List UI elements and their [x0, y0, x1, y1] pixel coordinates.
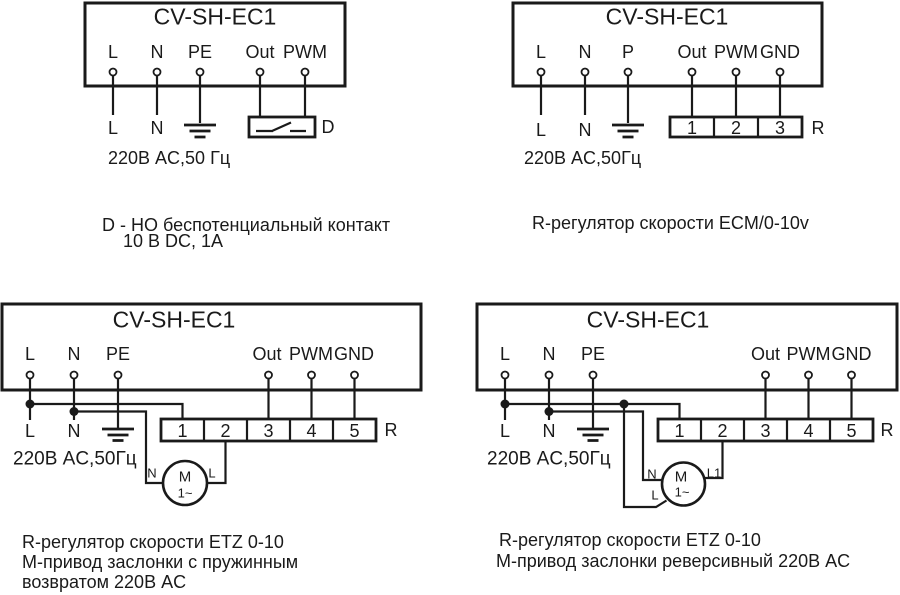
tr-terminal-label-p: P [621, 42, 635, 62]
bl-ext-label-n: N [67, 421, 81, 441]
bl-motor-phase: 1~ [177, 485, 193, 501]
tr-terminal-pin-icons [538, 69, 784, 76]
tl-terminal-label-out: Out [245, 42, 275, 62]
br-terminal-label-pe: PE [580, 344, 606, 364]
br-terminal-pin-icons [502, 372, 856, 379]
br-terminal-label-pwm: PWM [786, 344, 831, 364]
br-supply-text: 220В AC,50Гц [487, 448, 611, 470]
tl-ext-label-l: L [107, 118, 119, 138]
bl-terminal-label-pe: PE [105, 344, 131, 364]
br-terminal-label-n: N [542, 344, 556, 364]
tl-terminal-label-pwm: PWM [283, 42, 327, 62]
tl-note-line1: D - НО беспотенциальный контакт [102, 215, 391, 235]
br-block-cell-2: 2 [717, 420, 728, 441]
earth-ground-icon [577, 429, 609, 441]
br-terminal-label-gnd: GND [831, 344, 872, 364]
tl-ext-label-n: N [150, 118, 164, 138]
tr-terminal-label-out: Out [677, 42, 707, 62]
tr-ext-label-l: L [535, 120, 547, 140]
bl-title: CV-SH-EC1 [112, 306, 236, 333]
tr-title: CV-SH-EC1 [605, 3, 729, 30]
tl-terminal-label-l: L [107, 42, 119, 62]
br-terminal-label-out: Out [750, 344, 781, 364]
bl-note-line3: возвратом 220В AC [22, 572, 187, 592]
br-ext-label-n: N [542, 421, 556, 441]
tr-supply-text: 220В AC,50Гц [524, 148, 642, 168]
junction-dot [620, 400, 629, 409]
bl-motor-l-label: L [208, 465, 216, 481]
earth-ground-icon [184, 125, 216, 137]
tr-note-line1: R-регулятор скорости ECM/0-10v [532, 213, 809, 233]
tl-terminal-label-n: N [150, 42, 164, 62]
br-note-line1: R-регулятор скорости ETZ 0-10 [499, 530, 761, 550]
br-neutral-wire [549, 412, 663, 481]
bl-motor-n-label: N [147, 465, 157, 481]
bl-terminal-label-gnd: GND [334, 344, 374, 364]
br-block-label: R [880, 420, 894, 440]
tl-contact-label: D [321, 117, 335, 137]
br-terminal-label-l: L [499, 344, 511, 364]
br-motor-l1-label: L1 [706, 465, 722, 481]
br-motor-phase: 1~ [674, 484, 690, 500]
bl-terminal-label-l: L [24, 344, 36, 364]
bl-terminal-pin-icons [27, 372, 359, 379]
tl-supply-text: 220В AC,50 Гц [108, 148, 231, 168]
br-note-line2: М-привод заслонки реверсивный 220В AC [496, 551, 851, 571]
br-title: CV-SH-EC1 [586, 306, 710, 333]
junction-dot [545, 407, 554, 416]
earth-ground-icon [612, 125, 644, 137]
tl-terminal-pin-icons [110, 69, 309, 76]
tl-note-line2: 10 В DC, 1А [123, 231, 224, 251]
br-block-cell-4: 4 [803, 420, 814, 441]
bl-block-cell-1: 1 [177, 420, 188, 441]
br-motor-label: M [674, 468, 688, 486]
tr-terminal-label-gnd: GND [760, 42, 800, 62]
bl-block-cell-3: 3 [263, 420, 274, 441]
br-block-cell-5: 5 [846, 420, 857, 441]
tl-terminal-label-pe: PE [187, 42, 213, 62]
bl-note-line1: R-регулятор скорости ETZ 0-10 [22, 532, 284, 552]
bl-block-label: R [384, 420, 398, 440]
br-block-cell-1: 1 [674, 420, 685, 441]
bl-terminal-label-n: N [67, 344, 81, 364]
tr-block-cell-2: 2 [730, 118, 742, 138]
br-block-cell-3: 3 [760, 420, 771, 441]
br-motor-l-label: L [651, 487, 659, 503]
bl-terminal-label-out: Out [252, 344, 282, 364]
tr-block-label: R [811, 118, 825, 138]
bl-supply-text: 220В AC,50Гц [13, 448, 137, 470]
br-ext-label-l: L [499, 421, 511, 441]
junction-dot [26, 400, 35, 409]
earth-ground-icon [102, 429, 134, 441]
tl-title: CV-SH-EC1 [153, 3, 277, 30]
bl-block-cell-2: 2 [220, 420, 231, 441]
bl-motor-label: M [178, 468, 192, 486]
tr-terminal-label-n: N [578, 42, 592, 62]
bl-ext-label-l: L [24, 421, 36, 441]
tr-terminal-label-pwm: PWM [714, 42, 758, 62]
tr-block-cell-3: 3 [774, 118, 786, 138]
bl-terminal-label-pwm: PWM [289, 344, 333, 364]
bl-note-line2: М-привод заслонки с пружинным [22, 552, 299, 572]
tr-ext-label-n: N [578, 120, 592, 140]
junction-dot [70, 407, 79, 416]
bl-block-cell-4: 4 [306, 420, 317, 441]
bl-block-cell-5: 5 [349, 420, 360, 441]
tr-block-cell-1: 1 [686, 118, 698, 138]
tr-terminal-label-l: L [535, 42, 547, 62]
junction-dot [501, 400, 510, 409]
br-motor-n-label: N [647, 466, 657, 482]
